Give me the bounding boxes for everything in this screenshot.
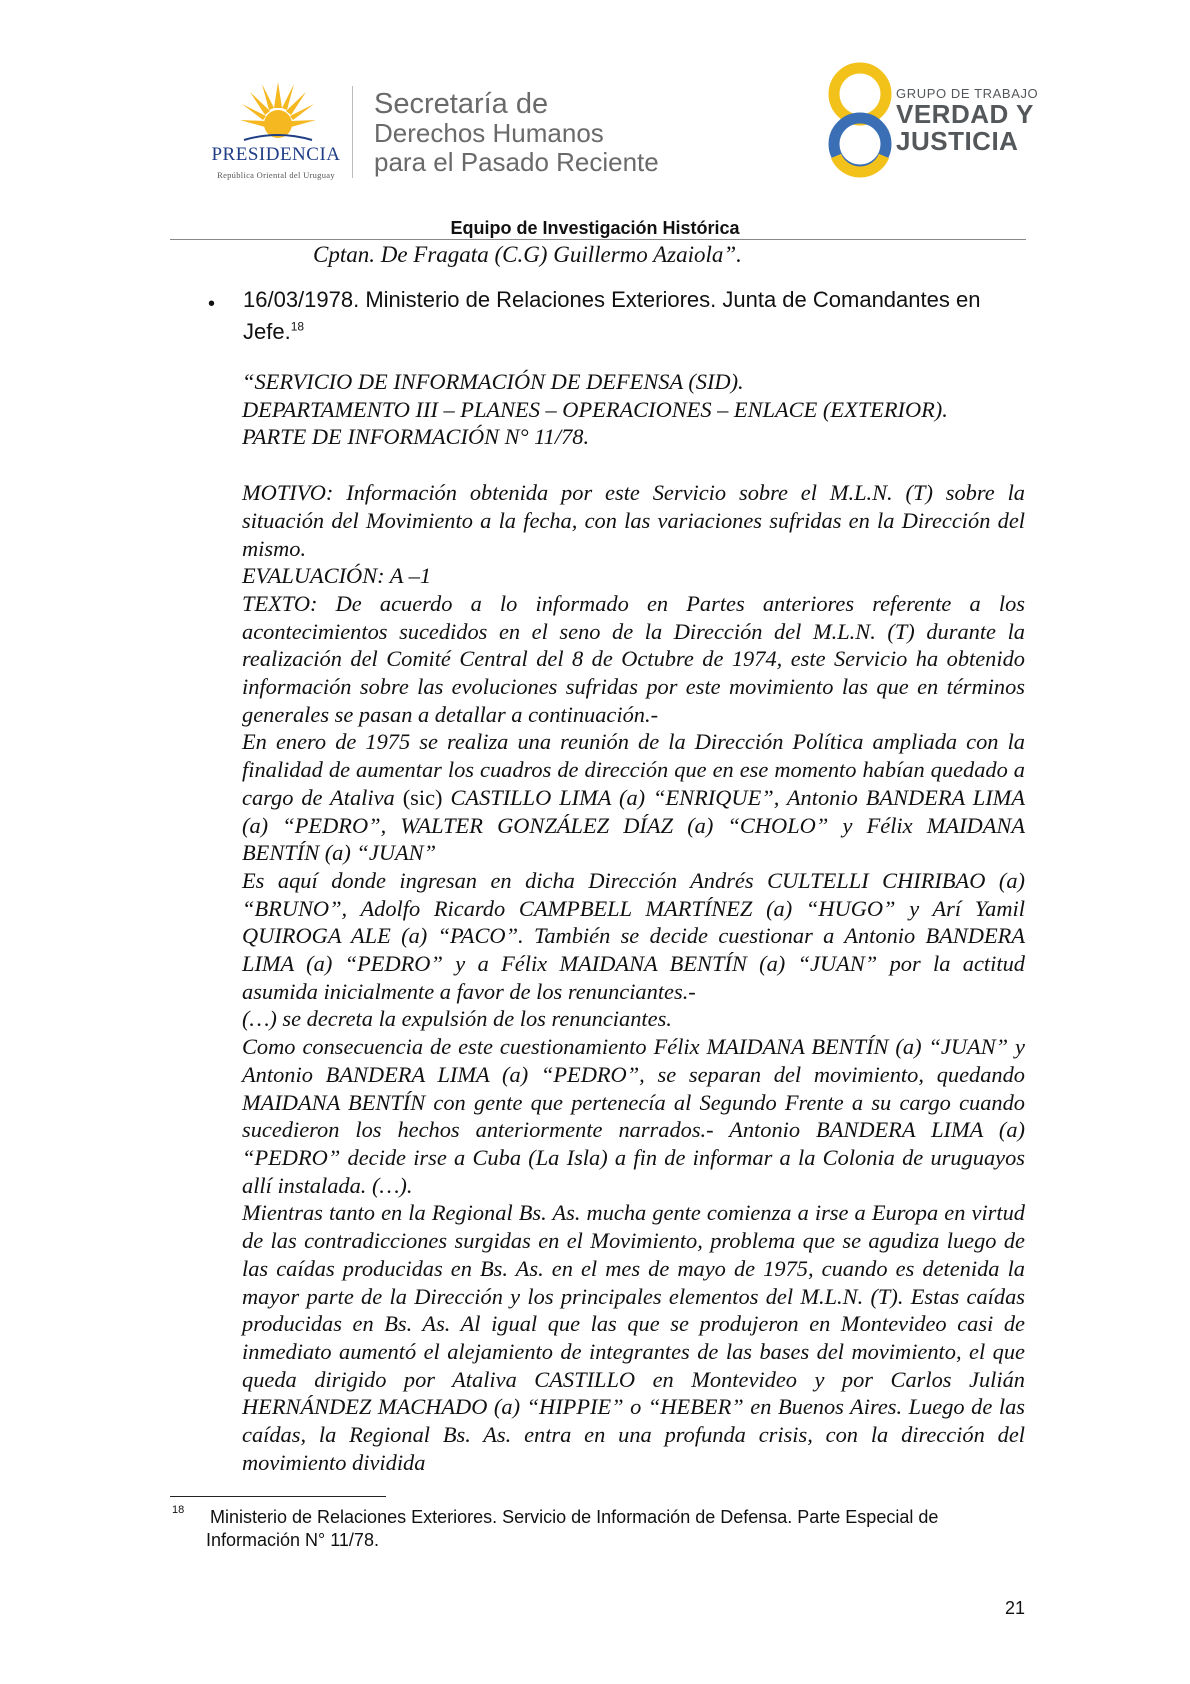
presidencia-wordmark: PRESIDENCIA — [211, 144, 341, 165]
doc-header-line-3: PARTE DE INFORMACIÓN N° 11/78. — [242, 424, 590, 450]
paragraph-4: Como consecuencia de este cuestionamiento Félix MAIDANA BENTÍN (a) “JUAN” y Antonio BANDERA LIMA (a) “PEDRO”, se separan del movimiento, quedando MAIDANA BENTÍN con gente que pertenecía al Segundo Frente a su cargo cuando sucedieron los hechos anteriormente narrados.- Antonio BANDERA LIMA (a) “PEDRO” decide irse a Cuba (La Isla) a fin de informar a la Colonia de uruguayos allí instalada. (…). — [242, 1034, 1025, 1198]
sic-note: (sic) — [402, 784, 443, 810]
quoted-document — [242, 368, 1025, 1476]
footnote-text: Ministerio de Relaciones Exteriores. Servicio de Información de Defensa. Parte Especial de Información N° 11/78. — [206, 1507, 939, 1550]
motivo-paragraph: MOTIVO: Información obtenida por este Servicio sobre el M.L.N. (T) sobre la situación del Movimiento a la fecha, con las variaciones sufridas en la Dirección del mismo. — [242, 480, 1025, 561]
paragraph-3: (…) se decreta la expulsión de los renunciantes. — [242, 1006, 672, 1032]
secretaria-line-3: para el Pasado Reciente — [374, 147, 659, 177]
continuation-line: Cptan. De Fragata (C.G) Guillermo Azaiola”. — [313, 242, 742, 267]
team-heading: Equipo de Investigación Histórica — [450, 218, 740, 238]
secretaria-line-1: Secretaría de — [374, 88, 549, 120]
verdad-justicia-wordmark — [896, 86, 1038, 155]
footnote-rule — [170, 1496, 386, 1497]
presidencia-logo — [196, 78, 356, 188]
gt-line-2: JUSTICIA — [896, 126, 1019, 156]
secretaria-line-2: Derechos Humanos — [374, 118, 604, 148]
texto-paragraph: TEXTO: De acuerdo a lo informado en Partes anteriores referente a los acontecimientos sucedidos en el seno de la Dirección del M.L.N. (T) durante la realización del Comité Central del 8 de Octubre de 1974, este Servicio ha obtenido información sobre las evoluciones sufridas por este movimiento las que en términos generales se pasan a detallar a continuación.- — [242, 590, 1025, 727]
paragraph-5: Mientras tanto en la Regional Bs. As. mucha gente comienza a irse a Europa en virtud de las contradicciones surgidas en el Movimiento, problema que se agudiza luego de las caídas producidas en Bs. As. en el mes de mayo de 1975, cuando es detenida la mayor parte de la Dirección y los principales elementos del M.L.N. (T). Estas caídas producidas en Bs. As. Al igual que las que se produjeron en Montevideo casi de inmediato aumentó el alejamiento de integrantes de las bases del movimiento, el que queda dirigido por Ataliva CASTILLO en Montevideo y por Carlos Julián HERNÁNDEZ MACHADO (a) “HIPPIE” o “HEBER” en Buenos Aires. Luego de las caídas, la Regional Bs. As. entra en una profunda crisis, con la dirección del movimiento dividida — [242, 1200, 1025, 1475]
footnote-ref: 18 — [290, 319, 305, 334]
entry-heading — [243, 284, 1025, 348]
paragraph-2: Es aquí donde ingresan en dicha Dirección Andrés CULTELLI CHIRIBAO (a) “BRUNO”, Adolfo Ricardo CAMPBELL MARTÍNEZ (a) “HUGO” y Arí Yamil QUIROGA ALE (a) “PACO”. También se decide cuestionar a Antonio BANDERA LIMA (a) “PEDRO” y a Félix MAIDANA BENTÍN (a) “JUAN” por la actitud asumida inicialmente a favor de los renunciantes.- — [242, 867, 1025, 1004]
header-rule — [170, 239, 1026, 240]
presidencia-subtitle: República Oriental del Uruguay — [217, 170, 335, 180]
doc-header-line-2: DEPARTAMENTO III – PLANES – OPERACIONES – ENLACE (EXTERIOR). — [242, 396, 948, 422]
bullet-dot: • — [208, 293, 216, 315]
gt-line-1: VERDAD Y — [896, 99, 1034, 129]
header-divider — [352, 86, 353, 178]
gt-small-label: GRUPO DE TRABAJO — [896, 86, 1039, 101]
evaluacion-line: EVALUACIÓN: A –1 — [242, 563, 432, 589]
footnote-number: 18 — [172, 1504, 185, 1516]
paragraph-1: En enero de 1975 se realiza una reunión de la Dirección Política ampliada con la finalidad de aumentar los cuadros de dirección que en ese momento habían quedado a cargo de Ataliva (sic) CASTILLO LIMA (a) “ENRIQUE”, Antonio BANDERA LIMA (a) “PEDRO”, WALTER GONZÁLEZ DÍAZ (a) “CHOLO” y Félix MAIDANA BENTÍN (a) “JUAN” — [242, 729, 1025, 866]
doc-header-line-1: “SERVICIO DE INFORMACIÓN DE DEFENSA (SID). — [242, 369, 744, 394]
entry-heading-text: 16/03/1978. Ministerio de Relaciones Exteriores. Junta de Comandantes en Jefe. — [243, 287, 981, 344]
secretaria-title — [374, 90, 659, 177]
page-number: 21 — [1005, 1598, 1026, 1618]
